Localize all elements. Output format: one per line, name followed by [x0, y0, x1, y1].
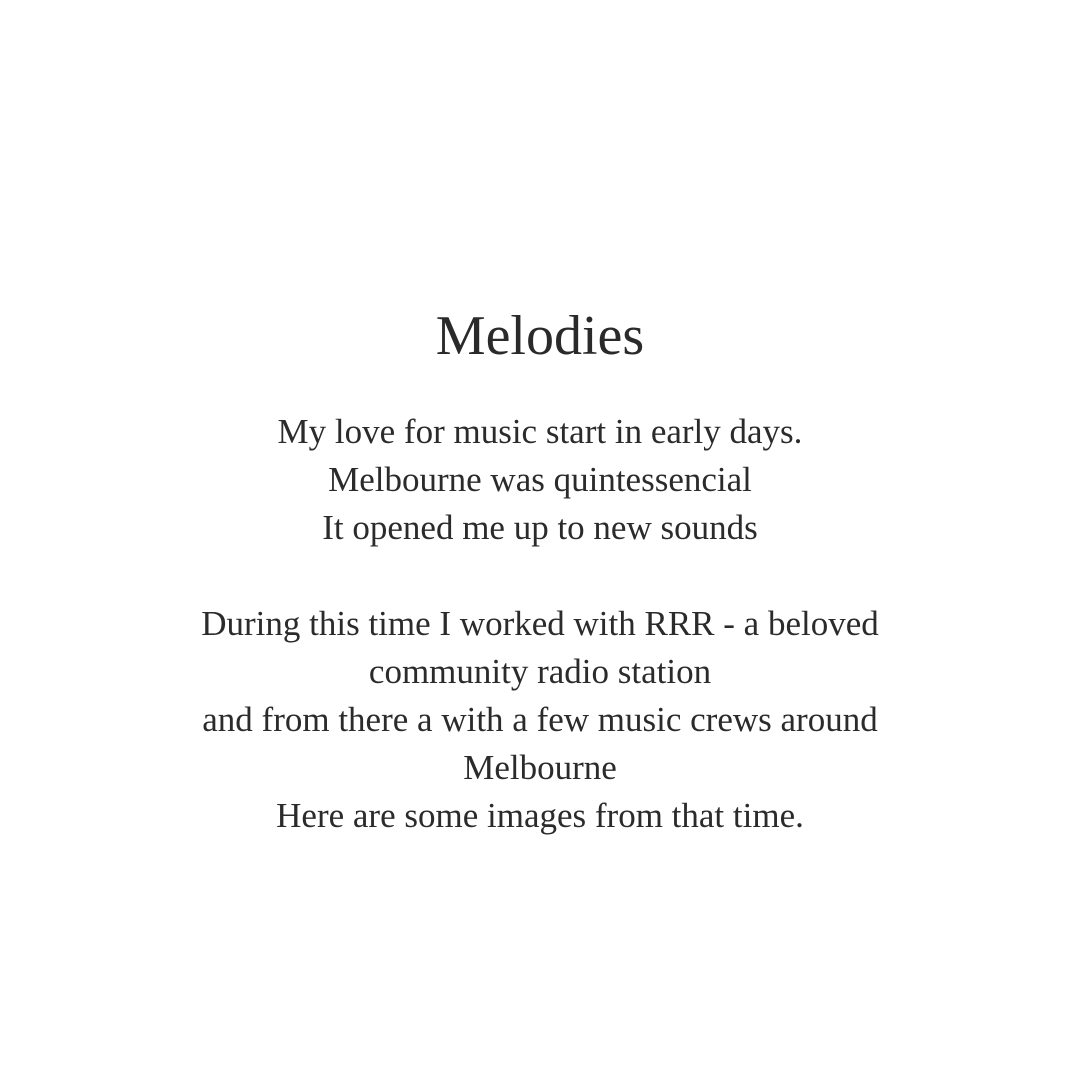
- text-line: It opened me up to new sounds: [322, 508, 758, 547]
- text-line: Melbourne: [463, 748, 617, 787]
- text-line: Melbourne was quintessencial: [328, 460, 752, 499]
- page-title: Melodies: [435, 305, 645, 367]
- text-line: My love for music start in early days.: [277, 412, 803, 451]
- paragraph-2: [0, 600, 1080, 840]
- paragraph-spacer: [0, 552, 1080, 600]
- text-line: During this time I worked with RRR - a beloved: [201, 604, 879, 643]
- text-line: and from there a with a few music crews around: [202, 700, 878, 739]
- text-line: community radio station: [368, 652, 712, 691]
- paragraph-1: [0, 408, 1080, 552]
- body-text: [0, 408, 1080, 840]
- text-line: Here are some images from that time.: [276, 796, 804, 835]
